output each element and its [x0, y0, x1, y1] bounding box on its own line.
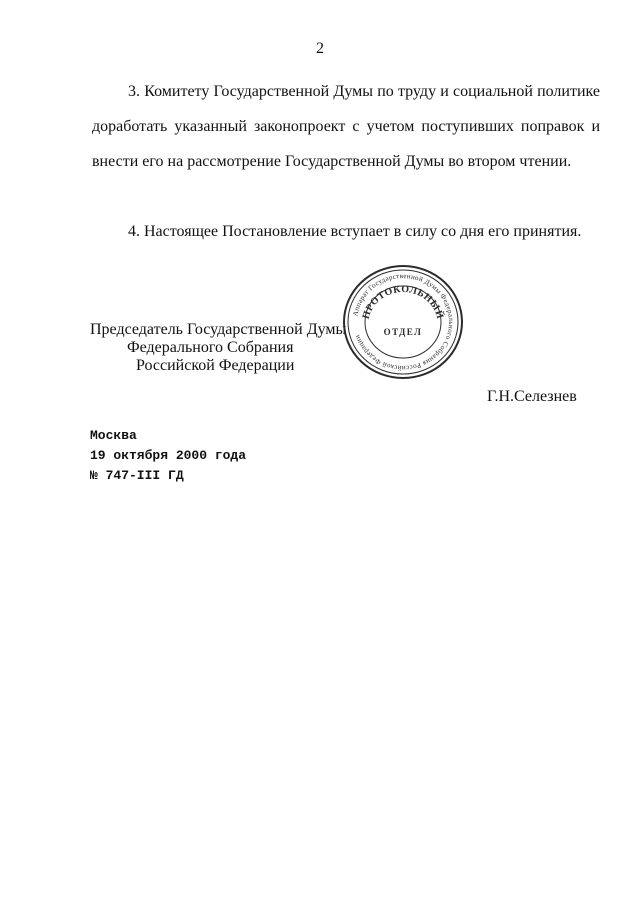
- paragraph-3-number: 3.: [128, 83, 140, 100]
- signature-title-block: [90, 321, 346, 375]
- document-footer: [90, 426, 246, 486]
- signature-title-line: Российской Федерации: [136, 357, 295, 374]
- footer-city: Москва: [90, 428, 137, 443]
- official-stamp: [341, 263, 465, 381]
- paragraph-3: [92, 74, 600, 179]
- stamp-ring-text: Аппарат Государственной Думы Федерального Собрания Российской Федерации: [351, 271, 456, 373]
- paragraph-4: [92, 214, 600, 249]
- stamp-center-bottom-text: ОТДЕЛ: [383, 327, 423, 337]
- paragraph-3-text: Комитету Государственной Думы по труду и социальной политике доработать указанный законопроект с учетом поступивших поправок и внести его на рассмотрение Государственной Думы во втором чтении.: [92, 83, 601, 170]
- signature-title-line: Председатель Государственной Думы: [90, 321, 347, 338]
- paragraph-4-text: 4. Настоящее Постановление вступает в силу со дня его принятия.: [128, 223, 582, 240]
- stamp-outer-ring: [344, 266, 462, 378]
- signature-title-line: Федерального Собрания: [127, 339, 294, 356]
- page-number: 2: [316, 40, 324, 57]
- footer-document-number: № 747-III ГД: [90, 468, 184, 483]
- stamp-center-top-text: ПРОТОКОЛЬНЫЙ: [360, 283, 446, 321]
- signer-name: Г.Н.Селезнев: [487, 388, 577, 405]
- footer-date: 19 октября 2000 года: [90, 448, 247, 463]
